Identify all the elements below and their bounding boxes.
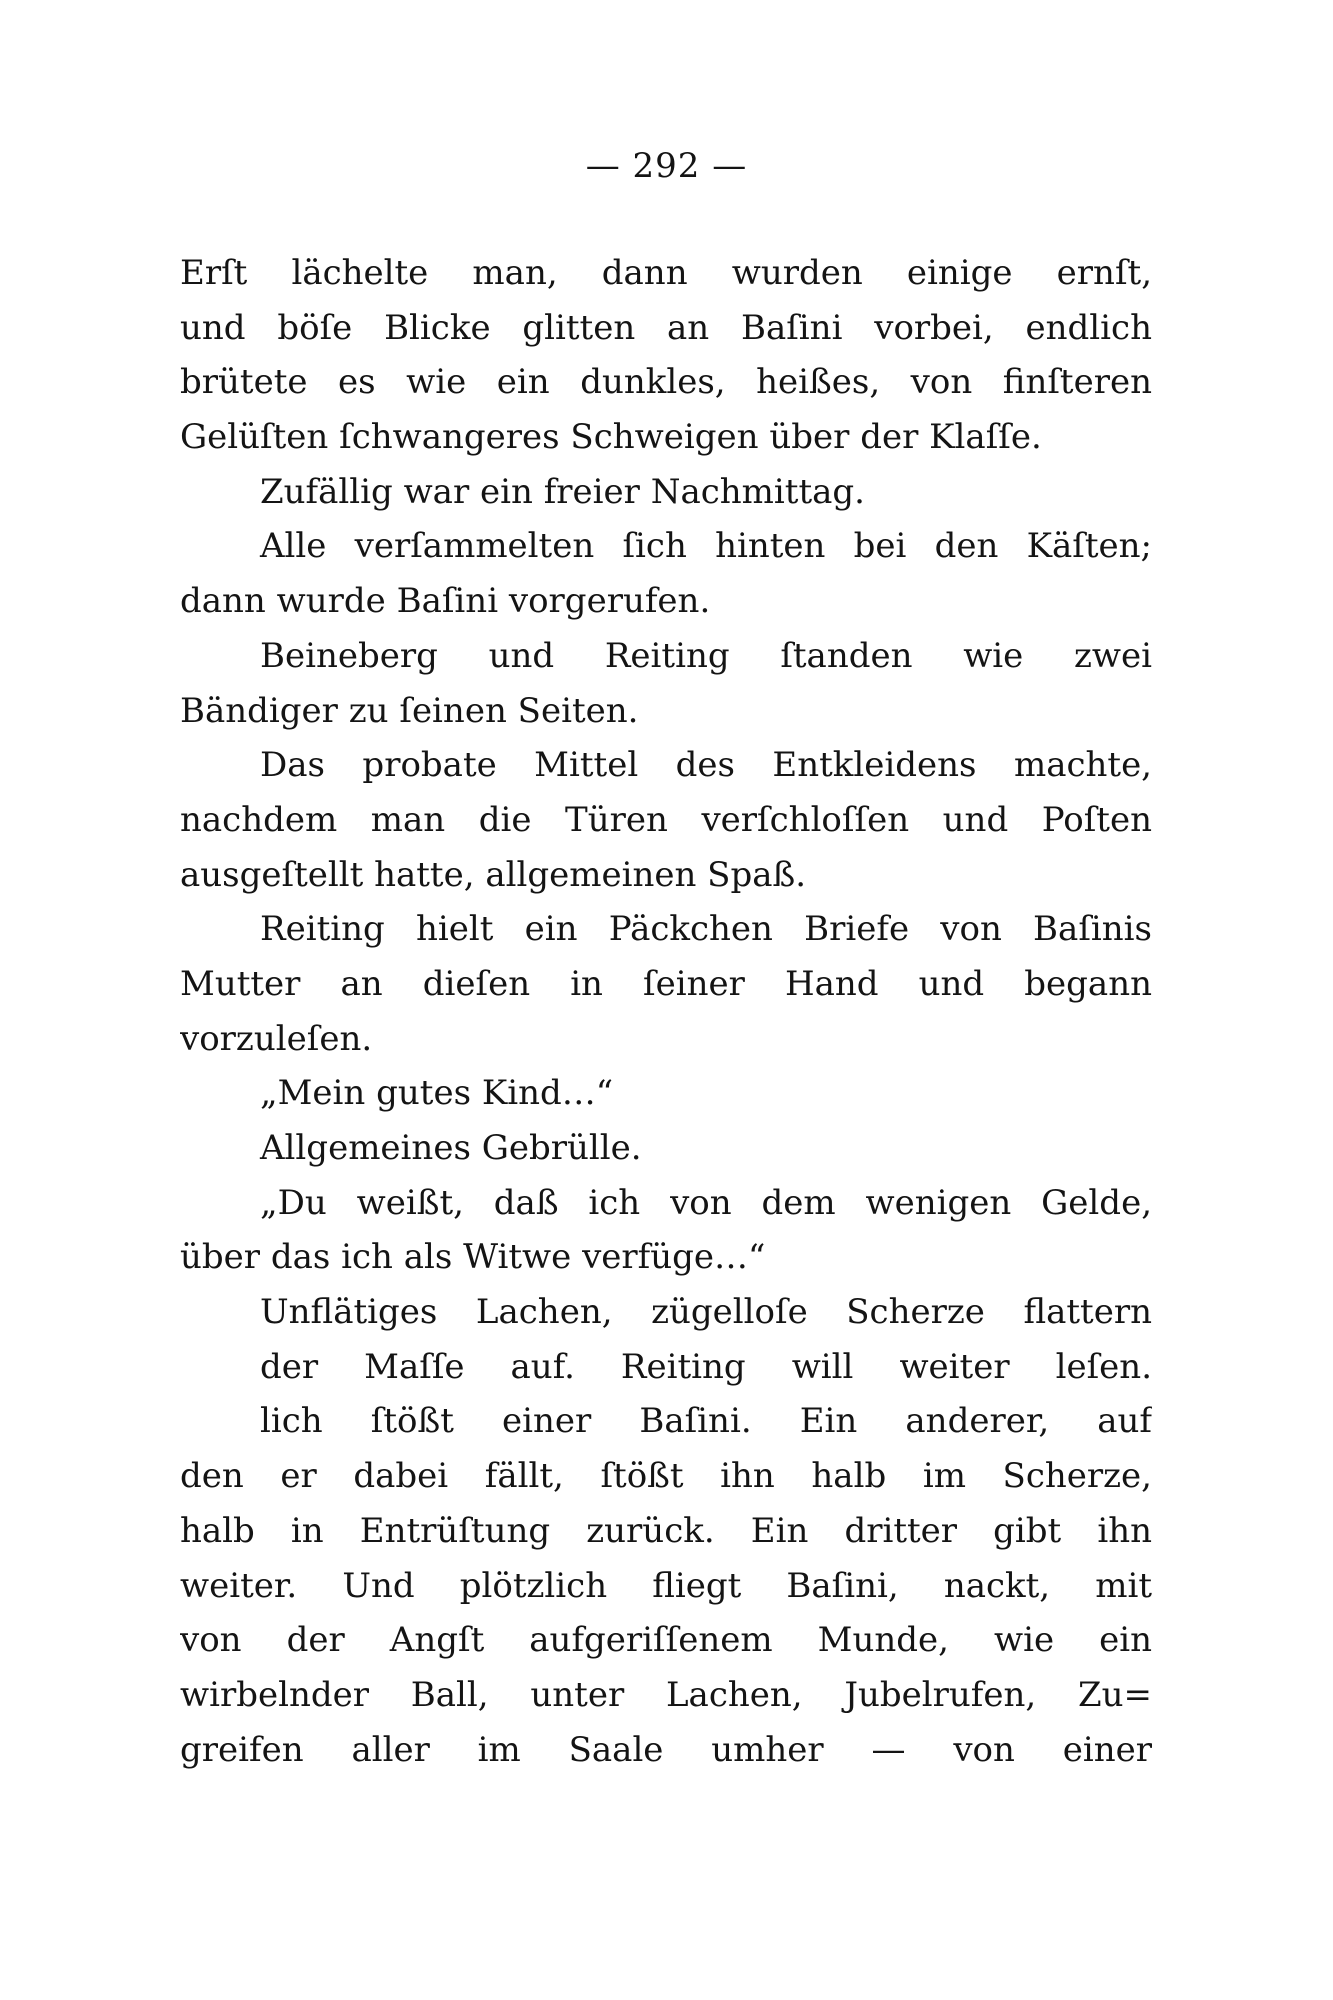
text-line: der Maſſe auf. Reiting will weiter leſen. — [260, 1346, 1152, 1387]
text-line: Das probate Mittel des Entkleidens machte, — [260, 745, 1152, 786]
text-line: den er dabei fällt, ſtößt ihn halb im Scherze, — [180, 1456, 1152, 1497]
text-line: brütete es wie ein dunkles, heißes, von finſteren — [180, 362, 1152, 403]
text-line: Zufällig war ein freier Nachmittag. — [260, 471, 865, 512]
text-line: vorzuleſen. — [180, 1018, 373, 1059]
text-line: von der Angſt aufgeriſſenem Munde, wie ein — [180, 1620, 1152, 1661]
text-line: Mutter an dieſen in ſeiner Hand und begann — [180, 963, 1152, 1004]
text-line: ausgeſtellt hatte, allgemeinen Spaß. — [180, 854, 807, 895]
text-line: halb in Entrüſtung zurück. Ein dritter gibt ihn — [180, 1510, 1152, 1551]
text-line: Reiting hielt ein Päckchen Briefe von Baſinis — [260, 909, 1152, 950]
page-number: — 292 — — [585, 146, 748, 186]
text-line: Alle verſammelten ſich hinten bei den Käſten; — [260, 526, 1152, 567]
text-line: Allgemeines Gebrülle. — [260, 1128, 642, 1168]
text-line: Gelüſten ſchwangeres Schweigen über der Klaſſe. — [180, 417, 1042, 458]
text-line: nachdem man die Türen verſchloſſen und Poſten — [180, 799, 1152, 840]
text-line: Unflätiges Lachen, zügelloſe Scherze flattern — [260, 1292, 1152, 1333]
text-line: lich ſtößt einer Baſini. Ein anderer, auf — [260, 1401, 1152, 1442]
body-text — [180, 246, 1152, 1777]
text-line: über das ich als Witwe verfüge…“ — [180, 1237, 766, 1278]
text-line: dann wurde Baſini vorgerufen. — [180, 581, 711, 622]
text-line: greifen aller im Saale umher — von einer — [180, 1729, 1152, 1770]
text-line: Beineberg und Reiting ſtanden wie zwei — [260, 635, 1152, 676]
text-line: „Du weißt, daß ich von dem wenigen Gelde, — [260, 1182, 1152, 1223]
text-line: und böſe Blicke glitten an Baſini vorbei, endlich — [180, 307, 1152, 348]
text-line: Erſt lächelte man, dann wurden einige ernſt, — [180, 253, 1152, 293]
text-line: weiter. Und plötzlich fliegt Baſini, nackt, mit — [180, 1565, 1152, 1606]
text-line: Bändiger zu ſeinen Seiten. — [180, 690, 639, 731]
text-line: „Mein gutes Kind…“ — [260, 1073, 614, 1114]
text-line: wirbelnder Ball, unter Lachen, Jubelrufen, Zu= — [180, 1674, 1152, 1715]
